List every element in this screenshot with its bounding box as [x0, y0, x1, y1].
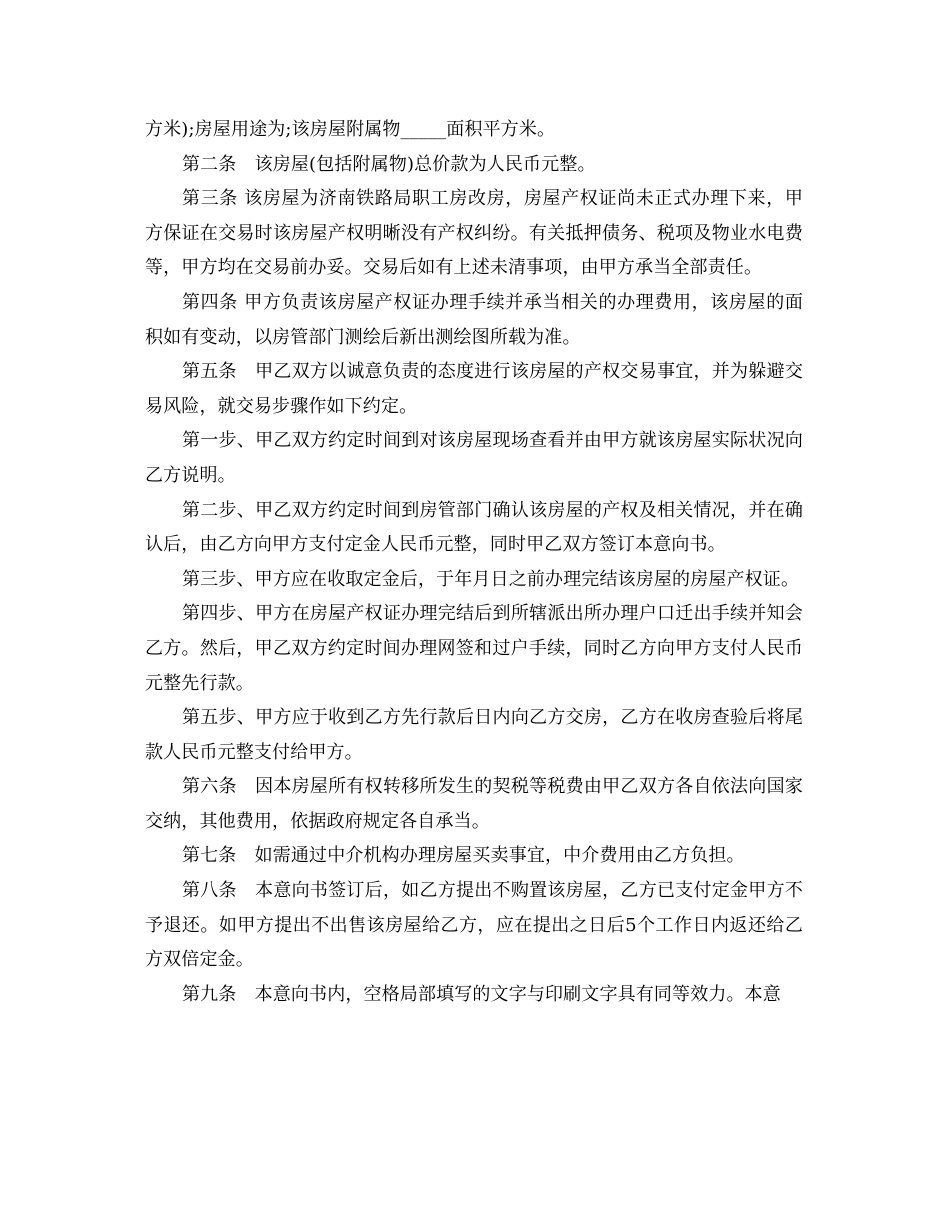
clause-9: 第九条 本意向书内，空格局部填写的文字与印刷文字具有同等效力。本意: [182, 983, 781, 1005]
paragraph-continued: 方米);房屋用途为;该房屋附属物_____面积平方米。: [145, 119, 556, 140]
clause-2: 第二条 该房屋(包括附属物)总价款为人民币元整。: [182, 153, 596, 175]
step-1: 第一步、甲乙双方约定时间到对该房屋现场查看并由甲方就该房屋实际状况向乙方说明。: [145, 430, 803, 486]
clause-5: 第五条 甲乙双方以诚意负责的态度进行该房屋的产权交易事宜，并为躲避交易风险，就交易步骤作如下约定。: [145, 361, 803, 417]
step-4: 第四步、甲方在房屋产权证办理完结后到所辖派出所办理户口迁出手续并知会乙方。然后，甲乙双方约定时间办理网签和过户手续，同时乙方向甲方支付人民币元整先行款。: [145, 603, 803, 694]
clause-6: 第六条 因本房屋所有权转移所发生的契税等税费由甲乙双方各自依法向国家交纳，其他费用，依据政府规定各自承当。: [145, 776, 803, 832]
document-page: [145, 113, 803, 1012]
step-3: 第三步、甲方应在收取定金后，于年月日之前办理完结该房屋的房屋产权证。: [182, 568, 800, 590]
clause-3: 第三条 该房屋为济南铁路局职工房改房，房屋产权证尚未正式办理下来，甲方保证在交易时该房屋产权明晰没有产权纠纷。有关抵押债务、税项及物业水电费等，甲方均在交易前办妥。交易后如有上述未清事项，由甲方承当全部责任。: [145, 188, 803, 279]
clause-4: 第四条 甲方负责该房屋产权证办理手续并承当相关的办理费用，该房屋的面积如有变动，以房管部门测绘后新出测绘图所载为准。: [145, 291, 803, 348]
step-2: 第二步、甲乙双方约定时间到房管部门确认该房屋的产权及相关情况，并在确认后，由乙方向甲方支付定金人民币元整，同时甲乙双方签订本意向书。: [145, 499, 803, 556]
clause-8: 第八条 本意向书签订后，如乙方提出不购置该房屋，乙方已支付定金甲方不予退还。如甲方提出不出售该房屋给乙方，应在提出之日后5个工作日内返还给乙方双倍定金。: [145, 880, 803, 971]
clause-7: 第七条 如需通过中介机构办理房屋买卖事宜，中介费用由乙方负担。: [182, 845, 745, 867]
step-5: 第五步、甲方应于收到乙方先行款后日内向乙方交房，乙方在收房查验后将尾款人民币元整支付给甲方。: [145, 707, 803, 763]
